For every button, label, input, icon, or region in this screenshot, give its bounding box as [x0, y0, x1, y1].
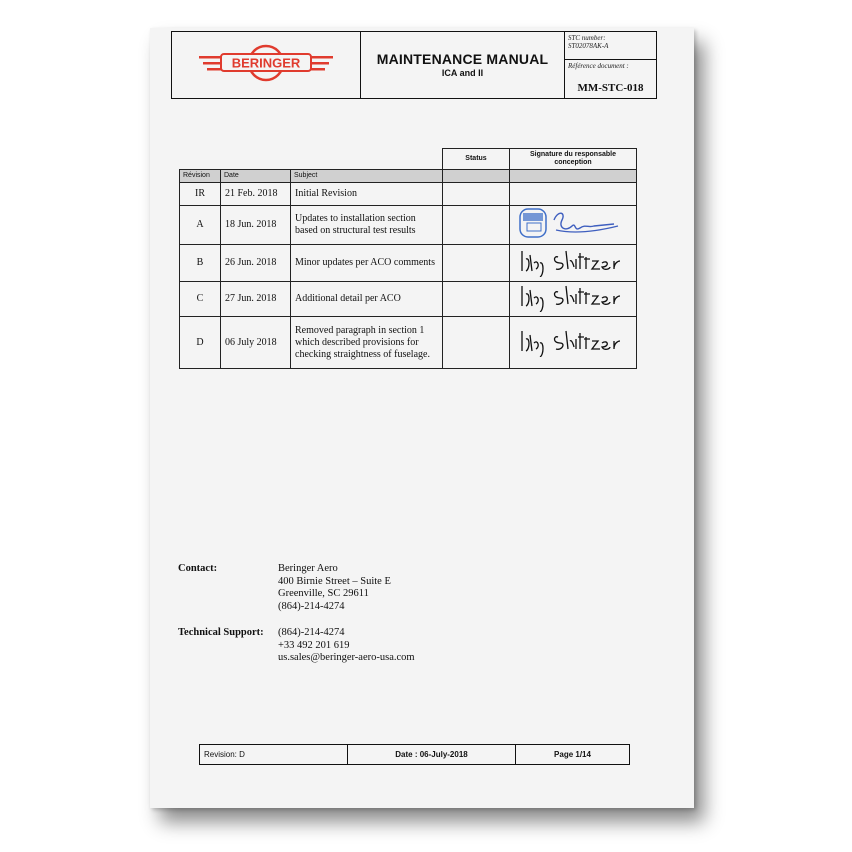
header-block: [171, 31, 657, 99]
stc-value: ST02078AK-A: [568, 42, 609, 50]
reference-value: MM-STC-018: [577, 82, 644, 94]
revision-cell: C: [180, 282, 221, 317]
stc-number-cell: [565, 32, 656, 60]
revision-cell: B: [180, 245, 221, 282]
signature-header: Signature du responsable conception: [510, 149, 637, 170]
table-row: [180, 245, 637, 282]
date-cell: 21 Feb. 2018: [221, 183, 291, 206]
date-cell: 06 July 2018: [221, 317, 291, 369]
status-cell: [443, 245, 510, 282]
handwritten-signature: [514, 325, 624, 357]
footer-date: Date : 06-July-2018: [348, 745, 516, 764]
status-cell: [443, 206, 510, 245]
date-cell: 27 Jun. 2018: [221, 282, 291, 317]
subject-cell: Additional detail per ACO: [291, 282, 443, 317]
document-title-block: [361, 32, 565, 98]
subject-cell: Minor updates per ACO comments: [291, 245, 443, 282]
handwritten-signature: [514, 282, 624, 312]
document-title: MAINTENANCE MANUAL: [376, 51, 549, 67]
contact-line: Beringer Aero: [278, 563, 338, 574]
support-phone: (864)-214-4274: [278, 627, 345, 638]
status-cell: [443, 282, 510, 317]
date-cell: 26 Jun. 2018: [221, 245, 291, 282]
reference-block: [565, 32, 656, 98]
svg-text:BERINGER: BERINGER: [231, 55, 301, 71]
support-details: [278, 627, 415, 665]
contact-line: (864)-214-4274: [278, 600, 345, 612]
handwritten-signature: [514, 245, 624, 277]
contact-address: [278, 563, 391, 613]
company-logo: [172, 32, 361, 98]
status-cell: [443, 183, 510, 206]
page-footer: [199, 744, 630, 765]
document-page: [150, 28, 694, 808]
reference-label: Référence document :: [568, 62, 629, 70]
signature-cell: [510, 282, 637, 317]
footer-page: Page 1/14: [554, 750, 591, 759]
column-header: Révision: [180, 170, 221, 183]
subject-cell: Initial Revision: [291, 183, 443, 206]
contact-label: Contact:: [178, 563, 218, 574]
status-header: Status: [443, 149, 510, 170]
subject-cell: Removed paragraph in section 1 which described provisions for checking straightness of fuselage.: [291, 317, 443, 369]
document-subtitle: ICA and II: [441, 68, 484, 78]
revision-table: [179, 148, 637, 369]
support-email: us.sales@beringer-aero-usa.com: [278, 652, 415, 663]
table-row: [180, 206, 637, 245]
support-phone: +33 492 201 619: [278, 639, 350, 651]
contact-block: [178, 563, 391, 613]
status-cell: [443, 317, 510, 369]
column-header-row: [180, 170, 637, 183]
reference-cell: [565, 60, 656, 98]
revision-cell: D: [180, 317, 221, 369]
contact-line: Greenville, SC 29611: [278, 588, 369, 599]
revision-cell: A: [180, 206, 221, 245]
column-header: Subject: [291, 170, 443, 183]
signature-cell: [510, 245, 637, 282]
signature-cell: [510, 183, 637, 206]
signature-cell: [510, 317, 637, 369]
table-row: [180, 282, 637, 317]
support-block: [178, 627, 415, 665]
subject-cell: Updates to installation section based on structural test results: [291, 206, 443, 245]
table-top-header: [180, 149, 637, 170]
table-row: [180, 183, 637, 206]
support-label: Technical Support:: [178, 627, 264, 638]
footer-revision: Revision: D: [200, 745, 348, 764]
signature-cell: [510, 206, 637, 245]
stamp-signature-image: [514, 206, 624, 240]
contact-line: 400 Birnie Street – Suite E: [278, 575, 391, 587]
table-row: [180, 317, 637, 369]
revision-cell: IR: [180, 183, 221, 206]
column-header: Date: [221, 170, 291, 183]
date-cell: 18 Jun. 2018: [221, 206, 291, 245]
stc-label: STC number:: [568, 34, 606, 42]
